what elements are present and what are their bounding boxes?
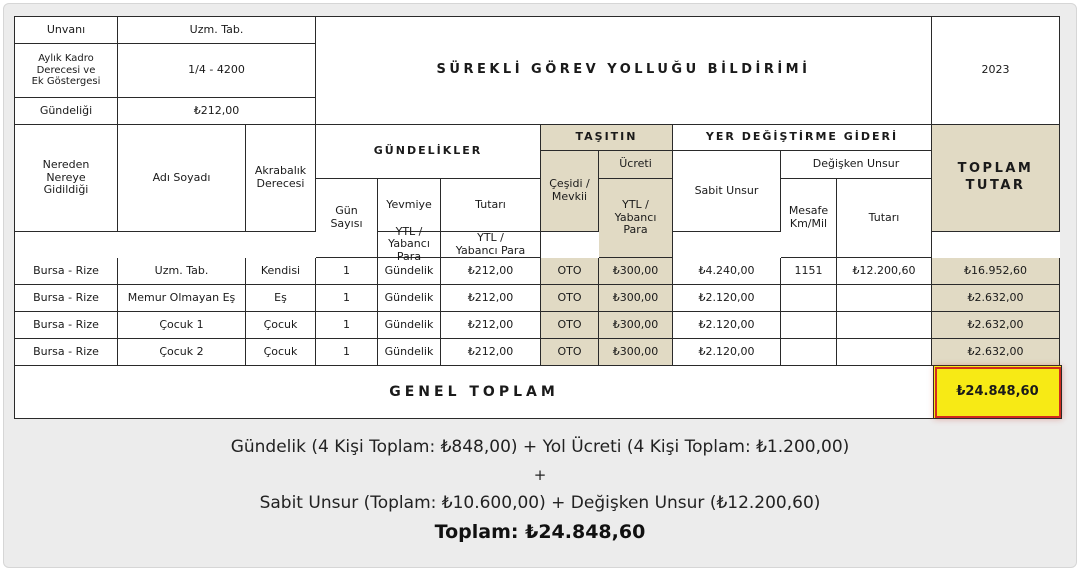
cell-name: Memur Olmayan Eş [118,285,246,312]
kadro-label: Aylık Kadro Derecesi ve Ek Göstergesi [15,44,118,98]
cell-mesafe: 1151 [781,258,837,285]
tasitin-header: TAŞITIN [541,125,673,151]
cell-days: 1 [316,258,378,285]
cell-mesafe [781,339,837,366]
cell-sabit: ₺4.240,00 [673,258,781,285]
cell-route: Bursa - Rize [15,339,118,366]
cell-cesidi: OTO [541,312,599,339]
toplam-tutar-header: TOPLAM TUTAR [932,125,1060,232]
cell-tutari: ₺212,00 [441,339,541,366]
cell-toplam: ₺2.632,00 [932,339,1060,366]
formula-plus: + [533,466,547,484]
ucreti-header: Ücreti [599,151,673,179]
tutari-header: Tutarı [441,179,541,232]
gundelikler-header: GÜNDELİKLER [316,125,541,179]
cell-ucreti: ₺300,00 [599,285,673,312]
cell-toplam: ₺2.632,00 [932,285,1060,312]
cell-degisken [837,285,932,312]
cell-name: Çocuk 1 [118,312,246,339]
cell-ucreti: ₺300,00 [599,339,673,366]
document-title: SÜREKLİ GÖREV YOLLUĞU BİLDİRİMİ [316,17,932,125]
cell-cesidi: OTO [541,339,599,366]
cell-tutari: ₺212,00 [441,312,541,339]
allowance-table [14,16,1060,393]
cesidi-header: Çeşidi / Mevkii [541,151,599,232]
adi-soyadi-header: Adı Soyadı [118,125,246,232]
genel-toplam-row [14,365,1062,419]
cell-tutari: ₺212,00 [441,285,541,312]
cell-days: 1 [316,312,378,339]
cell-days: 1 [316,339,378,366]
gundelik-value: ₺212,00 [118,98,316,125]
yer-degistirme-header: YER DEĞİŞTİRME GİDERİ [673,125,932,151]
cell-relation: Eş [246,285,316,312]
cell-route: Bursa - Rize [15,312,118,339]
formula-total: Toplam: ₺24.848,60 [434,521,646,543]
cell-yevmiye: Gündelik [378,312,441,339]
cell-cesidi: OTO [541,258,599,285]
cell-sabit: ₺2.120,00 [673,339,781,366]
kadro-value: 1/4 - 4200 [118,44,316,98]
sabit-unsur-header: Sabit Unsur [673,151,781,232]
cell-ucreti: ₺300,00 [599,312,673,339]
degisken-tutari-header: Tutarı [837,179,932,258]
genel-toplam-label: GENEL TOPLAM [15,366,934,419]
cell-days: 1 [316,285,378,312]
cell-relation: Çocuk [246,339,316,366]
cell-toplam: ₺2.632,00 [932,312,1060,339]
cell-yevmiye: Gündelik [378,258,441,285]
akrabalik-header: Akrabalık Derecesi [246,125,316,232]
cell-name: Uzm. Tab. [118,258,246,285]
mesafe-header: Mesafe Km/Mil [781,179,837,258]
cell-yevmiye: Gündelik [378,339,441,366]
yevmiye-header: Yevmiye [378,179,441,232]
cell-toplam: ₺16.952,60 [932,258,1060,285]
tutari-subheader: YTL / Yabancı Para [441,232,541,258]
cell-degisken [837,312,932,339]
nereden-header: Nereden Nereye Gidildiği [15,125,118,232]
cell-mesafe [781,285,837,312]
cell-mesafe [781,312,837,339]
cell-degisken: ₺12.200,60 [837,258,932,285]
year-cell: 2023 [932,17,1060,125]
gundelik-label: Gündeliği [15,98,118,125]
formula-line-1: Gündelik (4 Kişi Toplam: ₺848,00) + Yol Ücreti (4 Kişi Toplam: ₺1.200,00) [230,437,850,457]
yevmiye-subheader: YTL / Yabancı Para [378,232,441,258]
cell-route: Bursa - Rize [15,285,118,312]
ucreti-subheader: YTL / Yabancı Para [599,179,673,258]
formula-line-2: Sabit Unsur (Toplam: ₺10.600,00) + Değişken Unsur (₺12.200,60) [259,493,821,513]
gun-sayisi-header: Gün Sayısı [316,179,378,258]
cell-route: Bursa - Rize [15,258,118,285]
cell-cesidi: OTO [541,285,599,312]
unvani-value: Uzm. Tab. [118,17,316,44]
degisken-unsur-header: Değişken Unsur [781,151,932,179]
cell-sabit: ₺2.120,00 [673,285,781,312]
cell-name: Çocuk 2 [118,339,246,366]
cell-sabit: ₺2.120,00 [673,312,781,339]
cell-tutari: ₺212,00 [441,258,541,285]
cell-relation: Kendisi [246,258,316,285]
cell-degisken [837,339,932,366]
genel-toplam-value: ₺24.848,60 [934,366,1062,419]
cell-yevmiye: Gündelik [378,285,441,312]
cell-ucreti: ₺300,00 [599,258,673,285]
cell-relation: Çocuk [246,312,316,339]
unvani-label: Unvanı [15,17,118,44]
